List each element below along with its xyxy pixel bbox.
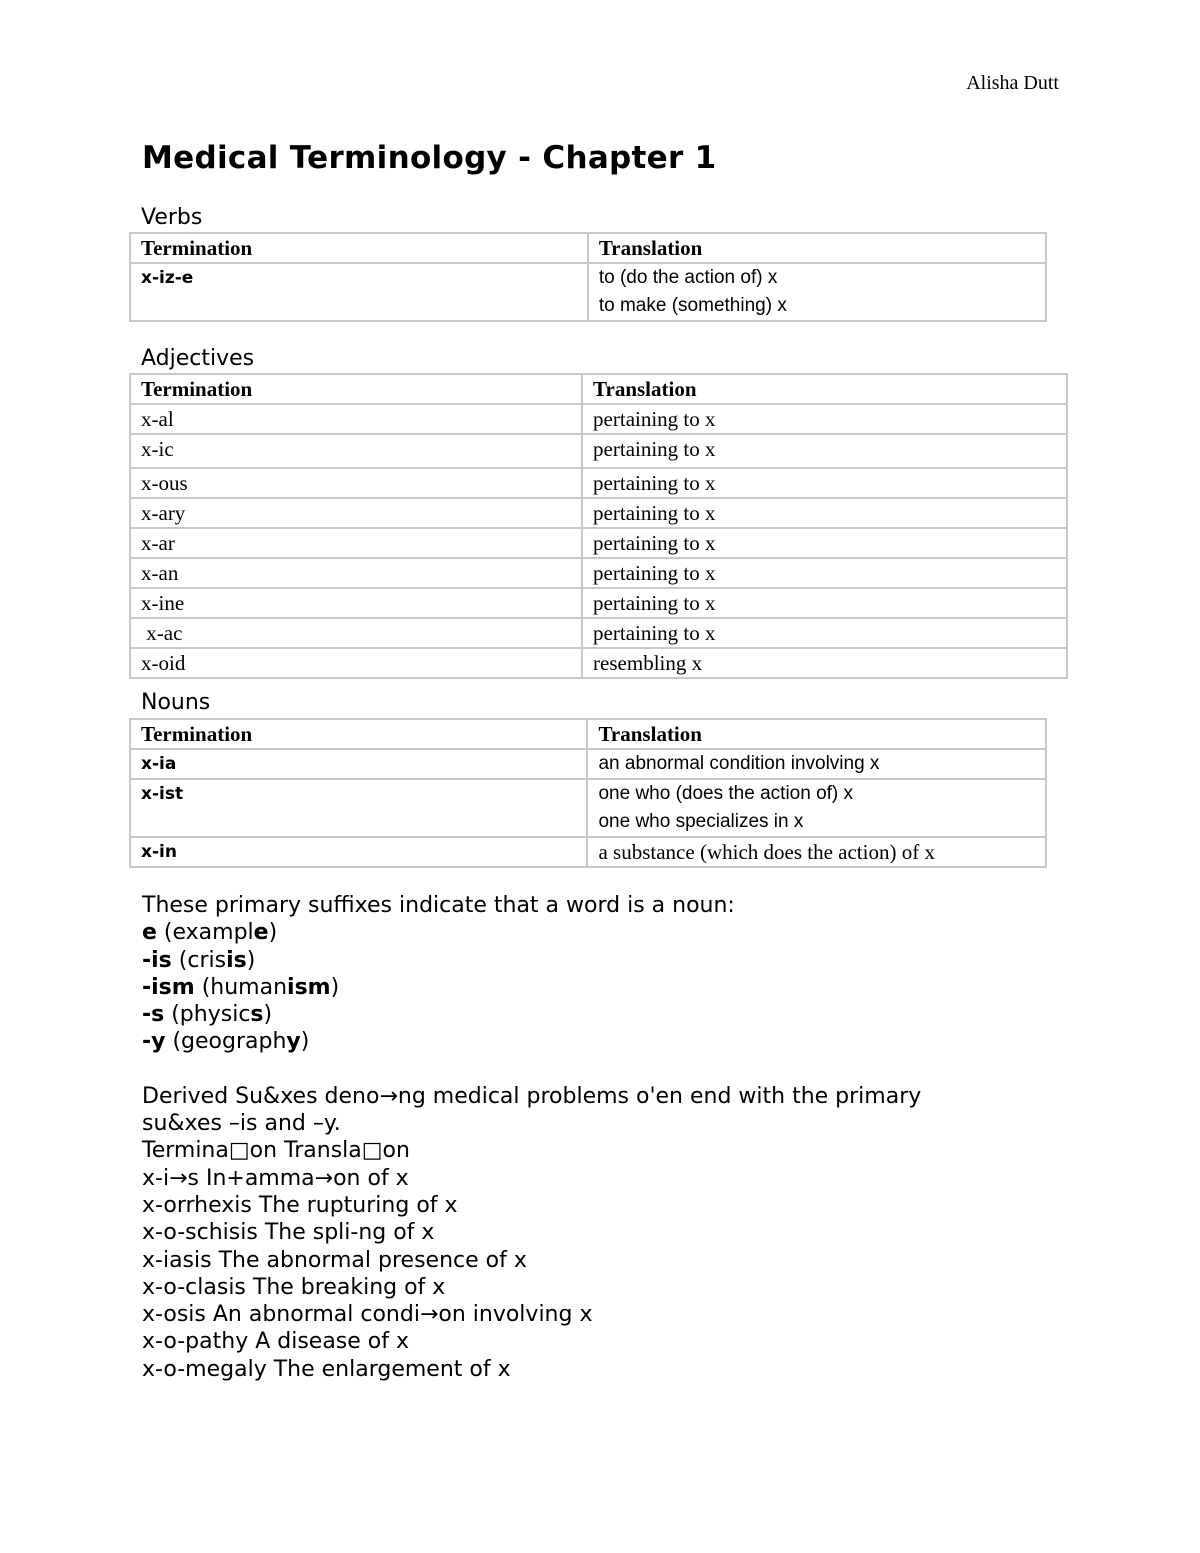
translation-cell: pertaining to x <box>582 434 1067 468</box>
derived-line: su&xes –is and –y. <box>142 1111 341 1137</box>
derived-line: x-o-schisis The spli-ng of x <box>142 1220 435 1246</box>
column-header-translation: Translation <box>588 233 1046 263</box>
adjectives-label: Adjectives <box>141 346 255 371</box>
table-row <box>130 618 1067 648</box>
translation-cell <box>587 749 1046 779</box>
suffix-example: -y (geography) <box>142 1029 310 1055</box>
suffix-example: -is (crisis) <box>142 947 256 973</box>
termination-cell: x-ous <box>130 468 582 498</box>
derived-line: x-osis An abnormal condi→on involving x <box>142 1302 593 1328</box>
nouns-label: Nouns <box>141 690 211 715</box>
page-title: Medical Terminology - Chapter 1 <box>142 140 717 176</box>
table-row <box>130 558 1067 588</box>
derived-line: x-i→s In+amma→on of x <box>142 1165 409 1191</box>
translation-cell: resembling x <box>582 648 1067 678</box>
translation-line: an abnormal condition involving x <box>598 753 880 774</box>
table-row <box>130 468 1067 498</box>
derived-line: x-iasis The abnormal presence of x <box>142 1247 527 1273</box>
table-row <box>130 648 1067 678</box>
author-name: Alisha Dutt <box>966 72 1059 94</box>
adjectives-table <box>129 373 1068 679</box>
translation-cell: pertaining to x <box>582 528 1067 558</box>
table-row <box>130 434 1067 468</box>
suffix-example: -s (physics) <box>142 1002 273 1028</box>
termination-cell: x-ine <box>130 588 582 618</box>
termination-cell: x-ac <box>130 618 582 648</box>
termination-cell: x-ia <box>130 749 587 779</box>
translation-cell <box>588 263 1046 321</box>
table-row <box>130 749 1046 779</box>
table-header-row <box>130 719 1046 749</box>
termination-cell: x-ic <box>130 434 582 468</box>
verbs-table <box>129 232 1047 322</box>
derived-line: Termina□on Transla□on <box>142 1138 410 1164</box>
table-header-row <box>130 374 1067 404</box>
translation-line: to (do the action of) x <box>598 267 778 288</box>
table-header-row <box>130 233 1046 263</box>
translation-cell <box>587 779 1046 837</box>
termination-cell: x-ar <box>130 528 582 558</box>
column-header-translation: Translation <box>582 374 1067 404</box>
translation-line: a substance (which does the action) of x <box>598 840 935 864</box>
translation-cell: pertaining to x <box>582 404 1067 434</box>
suffix-example: -ism (humanism) <box>142 974 340 1000</box>
table-row <box>130 588 1067 618</box>
translation-cell: pertaining to x <box>582 468 1067 498</box>
translation-line: to make (something) x <box>598 295 787 316</box>
termination-cell: x-ist <box>130 779 587 837</box>
suffix-example: e (example) <box>142 920 278 946</box>
translation-cell: pertaining to x <box>582 558 1067 588</box>
body-text <box>142 892 921 1383</box>
column-header-termination: Termination <box>130 233 588 263</box>
translation-cell: pertaining to x <box>582 618 1067 648</box>
derived-line: x-o-megaly The enlargement of x <box>142 1356 511 1382</box>
derived-line: x-orrhexis The rupturing of x <box>142 1192 458 1218</box>
derived-line: x-o-clasis The breaking of x <box>142 1274 446 1300</box>
verbs-label: Verbs <box>141 205 203 230</box>
table-row <box>130 837 1046 867</box>
table-row <box>130 528 1067 558</box>
column-header-termination: Termination <box>130 374 582 404</box>
derived-line: x-o-pathy A disease of x <box>142 1329 410 1355</box>
translation-cell <box>587 837 1046 867</box>
primary-suffixes-intro: These primary suffixes indicate that a word is a noun: <box>142 893 735 918</box>
translation-line: one who (does the action of) x <box>598 783 854 804</box>
nouns-table <box>129 718 1047 868</box>
column-header-termination: Termination <box>130 719 587 749</box>
termination-cell: x-oid <box>130 648 582 678</box>
table-row <box>130 404 1067 434</box>
column-header-translation: Translation <box>587 719 1046 749</box>
derived-line: Derived Su&xes deno→ng medical problems o'en end with the primary <box>142 1083 922 1109</box>
translation-line: one who specializes in x <box>598 811 804 832</box>
translation-cell: pertaining to x <box>582 498 1067 528</box>
termination-cell: x-in <box>130 837 587 867</box>
table-row <box>130 498 1067 528</box>
translation-cell: pertaining to x <box>582 588 1067 618</box>
termination-cell: x-ary <box>130 498 582 528</box>
termination-cell: x-an <box>130 558 582 588</box>
termination-cell: x-al <box>130 404 582 434</box>
termination-cell: x-iz-e <box>130 263 588 321</box>
table-row <box>130 779 1046 837</box>
table-row <box>130 263 1046 321</box>
